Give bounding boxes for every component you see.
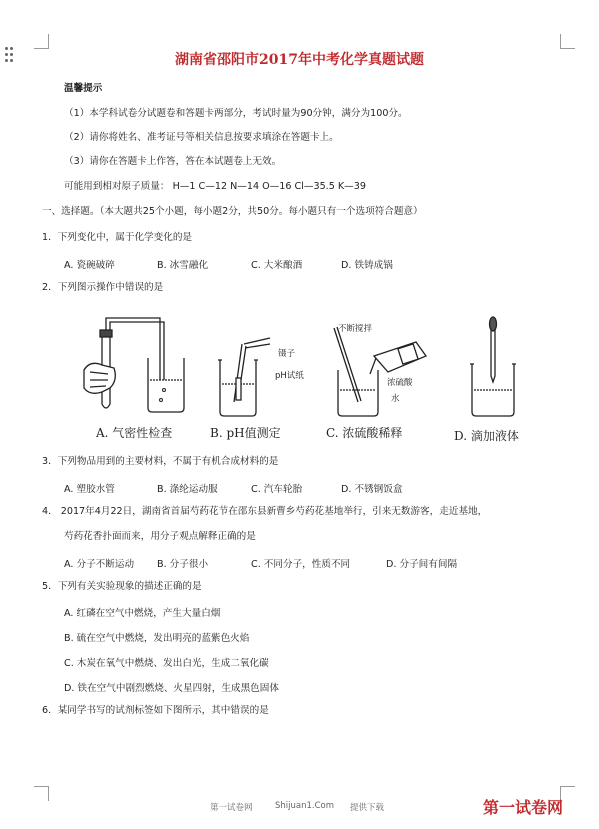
q1-stem: 1．下列变化中，属于化学变化的是 (42, 232, 193, 243)
label-acid: 浓硫酸 (387, 378, 413, 388)
q5-option-a: A. 红磷在空气中燃烧，产生大量白烟 (64, 608, 221, 619)
q4-option-b: B. 分子很小 (157, 559, 209, 570)
figure-label-c: C. 浓硫酸稀释 (326, 426, 403, 440)
brand-watermark-logo: 第一试卷网 (483, 798, 564, 817)
q4-option-d: D. 分子间有间隔 (386, 559, 458, 570)
footer-provide-download: 提供下载 (350, 803, 385, 813)
margin-mark-top-left (34, 34, 49, 49)
q1-option-a: A. 瓷碗破碎 (64, 260, 115, 271)
figure-label-b: B. pH值测定 (210, 426, 281, 440)
label-ph-paper: pH试纸 (275, 371, 304, 381)
figure-label-d: D. 滴加液体 (454, 429, 519, 443)
footer-site-url[interactable]: Shijuan1.Com (275, 801, 335, 811)
figure-airtightness-check (80, 310, 190, 420)
figure-label-a: A. 气密性检查 (96, 426, 173, 440)
tip-1: （1）本学科试卷分试题卷和答题卡两部分，考试时量为90分钟，满分为100分。 (64, 108, 408, 119)
label-stir: 不断搅拌 (338, 324, 373, 334)
page-title: 湖南省邵阳市2017年中考化学真题试题 (175, 52, 424, 68)
q5-option-c: C. 木炭在氧气中燃烧、发出白光，生成二氧化碳 (64, 658, 269, 669)
figure-acid-dilution (330, 320, 440, 420)
q3-option-a: A. 塑胶水管 (64, 484, 115, 495)
q4-option-c: C. 不同分子，性质不同 (251, 559, 351, 570)
q4-option-a: A. 分子不断运动 (64, 559, 135, 570)
q2-stem: 2．下列图示操作中错误的是 (42, 282, 164, 293)
figure-dropper (468, 316, 518, 420)
atomic-masses: 可能用到相对原子质量： H—1 C—12 N—14 O—16 Cl—35.5 K—39 (64, 181, 366, 192)
section-heading: 一、选择题。（本大题共25个小题，每小题2分，共50分。每小题只有一个选项符合题意） (42, 206, 423, 217)
footer-site-name: 第一试卷网 (210, 803, 253, 813)
label-tweezers: 镊子 (278, 349, 296, 359)
tips-heading: 温馨提示 (64, 83, 103, 94)
q3-stem: 3．下列物品用到的主要材料，不属于有机合成材料的是 (42, 456, 279, 467)
q3-option-b: B. 涤纶运动服 (157, 484, 218, 495)
q4-stem-line1: 4． 2017年4月22日，湖南省首届芍药花节在邵东县新曹乡芍药花基地举行，引来无数游客，走近基地， (42, 506, 488, 517)
tip-2: （2）请你将姓名、准考证号等相关信息按要求填涂在答题卡上。 (64, 132, 339, 143)
margin-mark-top-right (560, 34, 575, 49)
q3-option-d: D. 不锈钢饭盒 (341, 484, 403, 495)
label-water: 水 (391, 394, 400, 404)
q1-option-d: D. 铁铸成锅 (341, 260, 393, 271)
q5-option-b: B. 硫在空气中燃烧，发出明亮的蓝紫色火焰 (64, 633, 250, 644)
q3-option-c: C. 汽车轮胎 (251, 484, 303, 495)
q5-stem: 5．下列有关实验现象的描述正确的是 (42, 581, 202, 592)
q6-stem: 6．某同学书写的试剂标签如下图所示，其中错误的是 (42, 705, 269, 716)
q1-option-b: B. 冰雪融化 (157, 260, 209, 271)
margin-mark-bottom-left (34, 786, 49, 801)
q1-option-c: C. 大米酿酒 (251, 260, 303, 271)
q4-stem-line2: 芍药花香扑面而来，用分子观点解释正确的是 (64, 531, 256, 542)
q5-option-d: D. 铁在空气中剧烈燃烧、火星四射，生成黑色固体 (64, 683, 279, 694)
figure-ph-measurement (212, 338, 274, 420)
tip-3: （3）请你在答题卡上作答，答在本试题卷上无效。 (64, 156, 282, 167)
